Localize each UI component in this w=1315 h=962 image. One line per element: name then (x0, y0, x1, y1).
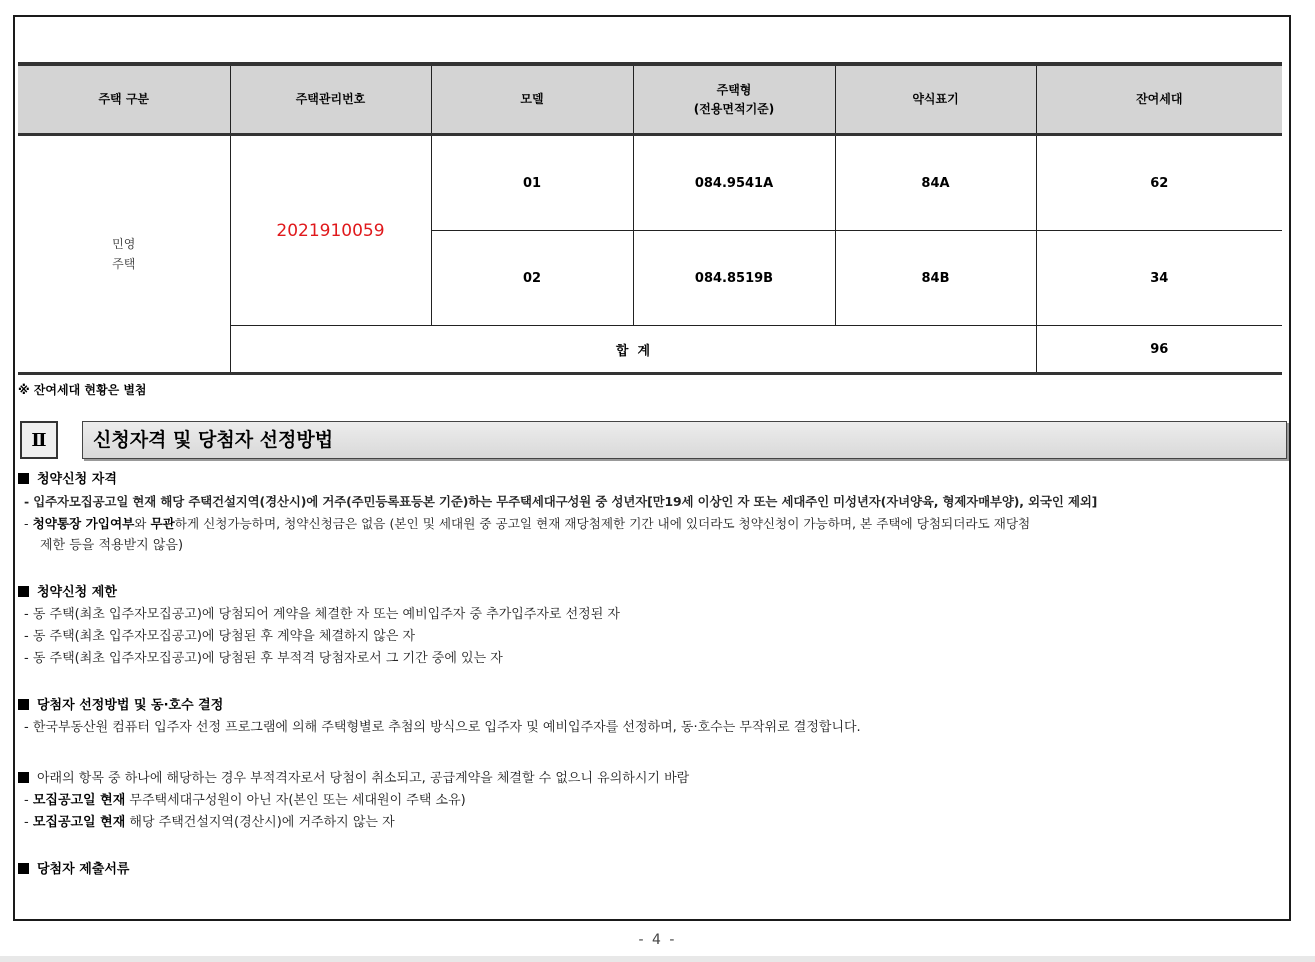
eligibility-block (18, 469, 1097, 557)
caution-item (18, 812, 689, 834)
eligibility-heading (18, 469, 1097, 491)
size-cell: 084.9541A (633, 135, 835, 231)
restriction-item: - 동 주택(최초 입주자모집공고)에 당첨된 후 계약을 체결하지 않은 자 (24, 629, 416, 644)
header-mgmt-no: 주택관리번호 (230, 64, 431, 135)
header-housing-type: 주택 구분 (18, 64, 230, 135)
eligibility-line2-bold1: 청약통장 가입여부 (32, 516, 135, 531)
mgmt-no-cell: 2021910059 (230, 135, 431, 326)
restriction-item: - 동 주택(최초 입주자모집공고)에 당첨되어 계약을 체결한 자 또는 예비입주자 중 추가입주자로 선정된 자 (24, 607, 620, 622)
page-number: - 4 - (638, 932, 677, 948)
caution-item-rest: 무주택세대구성원이 아닌 자(본인 또는 세대원이 주택 소유) (125, 793, 466, 808)
bottom-band (0, 956, 1315, 962)
eligibility-line2-prefix: - (24, 516, 33, 531)
caution-heading (18, 768, 689, 790)
caution-item-prefix: - (24, 793, 33, 808)
model-cell: 02 (431, 231, 633, 326)
table-note: ※ 잔여세대 현황은 별첨 (18, 383, 147, 397)
selection-heading-text: 당첨자 선정방법 및 동·호수 결정 (37, 698, 224, 713)
category-line1: 민영 (112, 237, 136, 251)
section-title: 신청자격 및 당첨자 선정방법 (82, 421, 1287, 459)
table-header-row (18, 64, 1282, 135)
section-header (20, 421, 1287, 461)
header-size-line1: 주택형 (716, 82, 752, 97)
abbr-cell: 84A (835, 135, 1036, 231)
abbr-cell: 84B (835, 231, 1036, 326)
caution-item (18, 790, 689, 812)
selection-block (18, 695, 861, 739)
header-size (633, 64, 835, 135)
header-remaining: 잔여세대 (1036, 64, 1282, 135)
restriction-item: - 동 주택(최초 입주자모집공고)에 당첨된 후 부적격 당첨자로서 그 기간 중에 있는 자 (24, 651, 503, 666)
remaining-units-table (18, 62, 1282, 375)
square-bullet-icon (18, 699, 29, 710)
total-label: 합 계 (230, 326, 1036, 374)
table-row (18, 135, 1282, 231)
documents-heading-text: 당첨자 제출서류 (37, 862, 130, 877)
remaining-cell: 62 (1036, 135, 1282, 231)
caution-item-bold: 모집공고일 현재 (32, 793, 126, 808)
size-cell: 084.8519B (633, 231, 835, 326)
documents-block (18, 859, 129, 881)
model-cell: 01 (431, 135, 633, 231)
eligibility-line2-rest: 하게 신청가능하며, 청약신청금은 없음 (본인 및 세대원 중 공고일 현재 재당첨제한 기간 내에 있더라도 청약신청이 가능하며, 본 주택에 당첨되더라도 재당첨 (174, 516, 1031, 531)
section-number: Ⅱ (20, 421, 58, 459)
square-bullet-icon (18, 586, 29, 597)
eligibility-line2-mid: 와 (134, 516, 151, 531)
selection-heading (18, 695, 861, 717)
caution-block (18, 768, 689, 834)
eligibility-line2 (18, 513, 1097, 535)
remaining-cell: 34 (1036, 231, 1282, 326)
square-bullet-icon (18, 772, 29, 783)
eligibility-heading-text: 청약신청 자격 (37, 472, 117, 487)
category-cell (18, 135, 230, 374)
square-bullet-icon (18, 863, 29, 874)
header-abbr: 약식표기 (835, 64, 1036, 135)
selection-line: - 한국부동산원 컴퓨터 입주자 선정 프로그램에 의해 주택형별로 추첨의 방식으로 입주자 및 예비입주자를 선정하며, 동·호수는 무작위로 결정합니다. (24, 720, 861, 735)
header-size-line2: (전용면적기준) (693, 101, 775, 116)
caution-item-prefix: - (24, 815, 33, 830)
total-value: 96 (1036, 326, 1282, 374)
caution-item-rest: 해당 주택건설지역(경산시)에 거주하지 않는 자 (125, 815, 395, 830)
restriction-heading-text: 청약신청 제한 (37, 585, 117, 600)
restriction-block (18, 582, 620, 670)
documents-heading (18, 859, 129, 881)
caution-item-bold: 모집공고일 현재 (32, 815, 126, 830)
header-model: 모델 (431, 64, 633, 135)
category-line2: 주택 (112, 257, 136, 271)
eligibility-line2-bold2: 무관 (150, 516, 175, 531)
square-bullet-icon (18, 473, 29, 484)
eligibility-line2-cont: 제한 등을 적용받지 않음) (40, 538, 184, 553)
caution-heading-text: 아래의 항목 중 하나에 해당하는 경우 부적격자로서 당첨이 취소되고, 공급계약을 체결할 수 없으니 유의하시기 바람 (37, 771, 690, 786)
restriction-heading (18, 582, 620, 604)
eligibility-line1: - 입주자모집공고일 현재 해당 주택건설지역(경산시)에 거주(주민등록표등본 기준)하는 무주택세대구성원 중 성년자[만19세 이상인 자 또는 세대주인 미성년자(자녀양육, 형제자매부양), 외국인 제외] (24, 494, 1098, 509)
